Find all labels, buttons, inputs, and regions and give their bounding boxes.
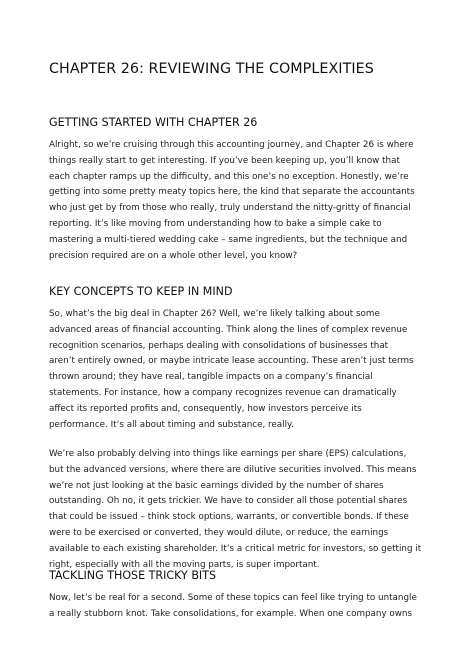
text-line: that could be issued – think stock options, warrants, or convertible bonds. If these (49, 512, 409, 523)
text-line: we’re not just looking at the basic earnings divided by the number of shares (49, 480, 384, 491)
text-line: affect its reported profits and, consequently, how investors perceive its (49, 403, 362, 414)
chapter-title: CHAPTER 26: REVIEWING THE COMPLEXITIES (49, 61, 374, 77)
text-line: aren’t entirely owned, or maybe intricate lease accounting. These aren’t just terms (49, 356, 414, 367)
text-line: We’re also probably delving into things like earnings per share (EPS) calculations, (49, 449, 407, 459)
text-line: So, what’s the big deal in Chapter 26? Well, we’re likely talking about some (49, 309, 380, 319)
paragraph-key-concepts-1 (49, 307, 433, 433)
text-line: Alright, so we’re cruising through this accounting journey, and Chapter 26 is where (49, 140, 414, 150)
text-line: things really start to get interesting. If you’ve been keeping up, you’ll know that (49, 155, 400, 166)
text-line: but the advanced versions, where there are dilutive securities involved. This means (49, 464, 417, 475)
section-heading-getting-started: GETTING STARTED WITH CHAPTER 26 (49, 116, 258, 129)
text-line: each chapter ramps up the difficulty, and this one’s no exception. Honestly, we’re (49, 171, 409, 182)
text-line: recognition scenarios, perhaps dealing with consolidations of businesses that (49, 340, 389, 351)
text-line: reporting. It’s like moving from understanding how to bake a simple cake to (49, 218, 382, 229)
text-line: getting into some pretty meaty topics here, the kind that separate the accountants (49, 187, 415, 198)
text-line: advanced areas of financial accounting. Think along the lines of complex revenue (49, 324, 408, 335)
text-line: thrown around; they have real, tangible impacts on a company’s financial (49, 372, 373, 383)
section-heading-key-concepts: KEY CONCEPTS TO KEEP IN MIND (49, 285, 233, 298)
text-line: precision required are on a whole other level, you know? (49, 250, 298, 261)
text-line: right, especially with all the moving parts, is super important. (49, 559, 320, 570)
text-line: available to each existing shareholder. It’s a critical metric for investors, so getting it (49, 543, 422, 554)
text-line: Now, let’s be real for a second. Some of these topics can feel like trying to untangle (49, 593, 417, 603)
paragraph-tricky-bits (49, 591, 433, 623)
text-line: mastering a multi-tiered wedding cake – same ingredients, but the technique and (49, 234, 408, 245)
text-line: outstanding. Oh no, it gets trickier. We have to consider all those potential shares (49, 496, 408, 507)
text-line: a really stubborn knot. Take consolidations, for example. When one company owns (49, 608, 413, 619)
paragraph-key-concepts-2 (49, 447, 433, 573)
text-line: statements. For instance, how a company recognizes revenue can dramatically (49, 387, 397, 398)
section-heading-tricky-bits: TACKLING THOSE TRICKY BITS (49, 569, 217, 582)
text-line: were to be exercised or converted, they would dilute, or reduce, the earnings (49, 527, 389, 538)
text-line: performance. It’s all about timing and substance, really. (49, 419, 294, 430)
paragraph-getting-started (49, 138, 433, 264)
text-line: who just get by from those who really, truly understand the nitty-gritty of financial (49, 203, 411, 214)
